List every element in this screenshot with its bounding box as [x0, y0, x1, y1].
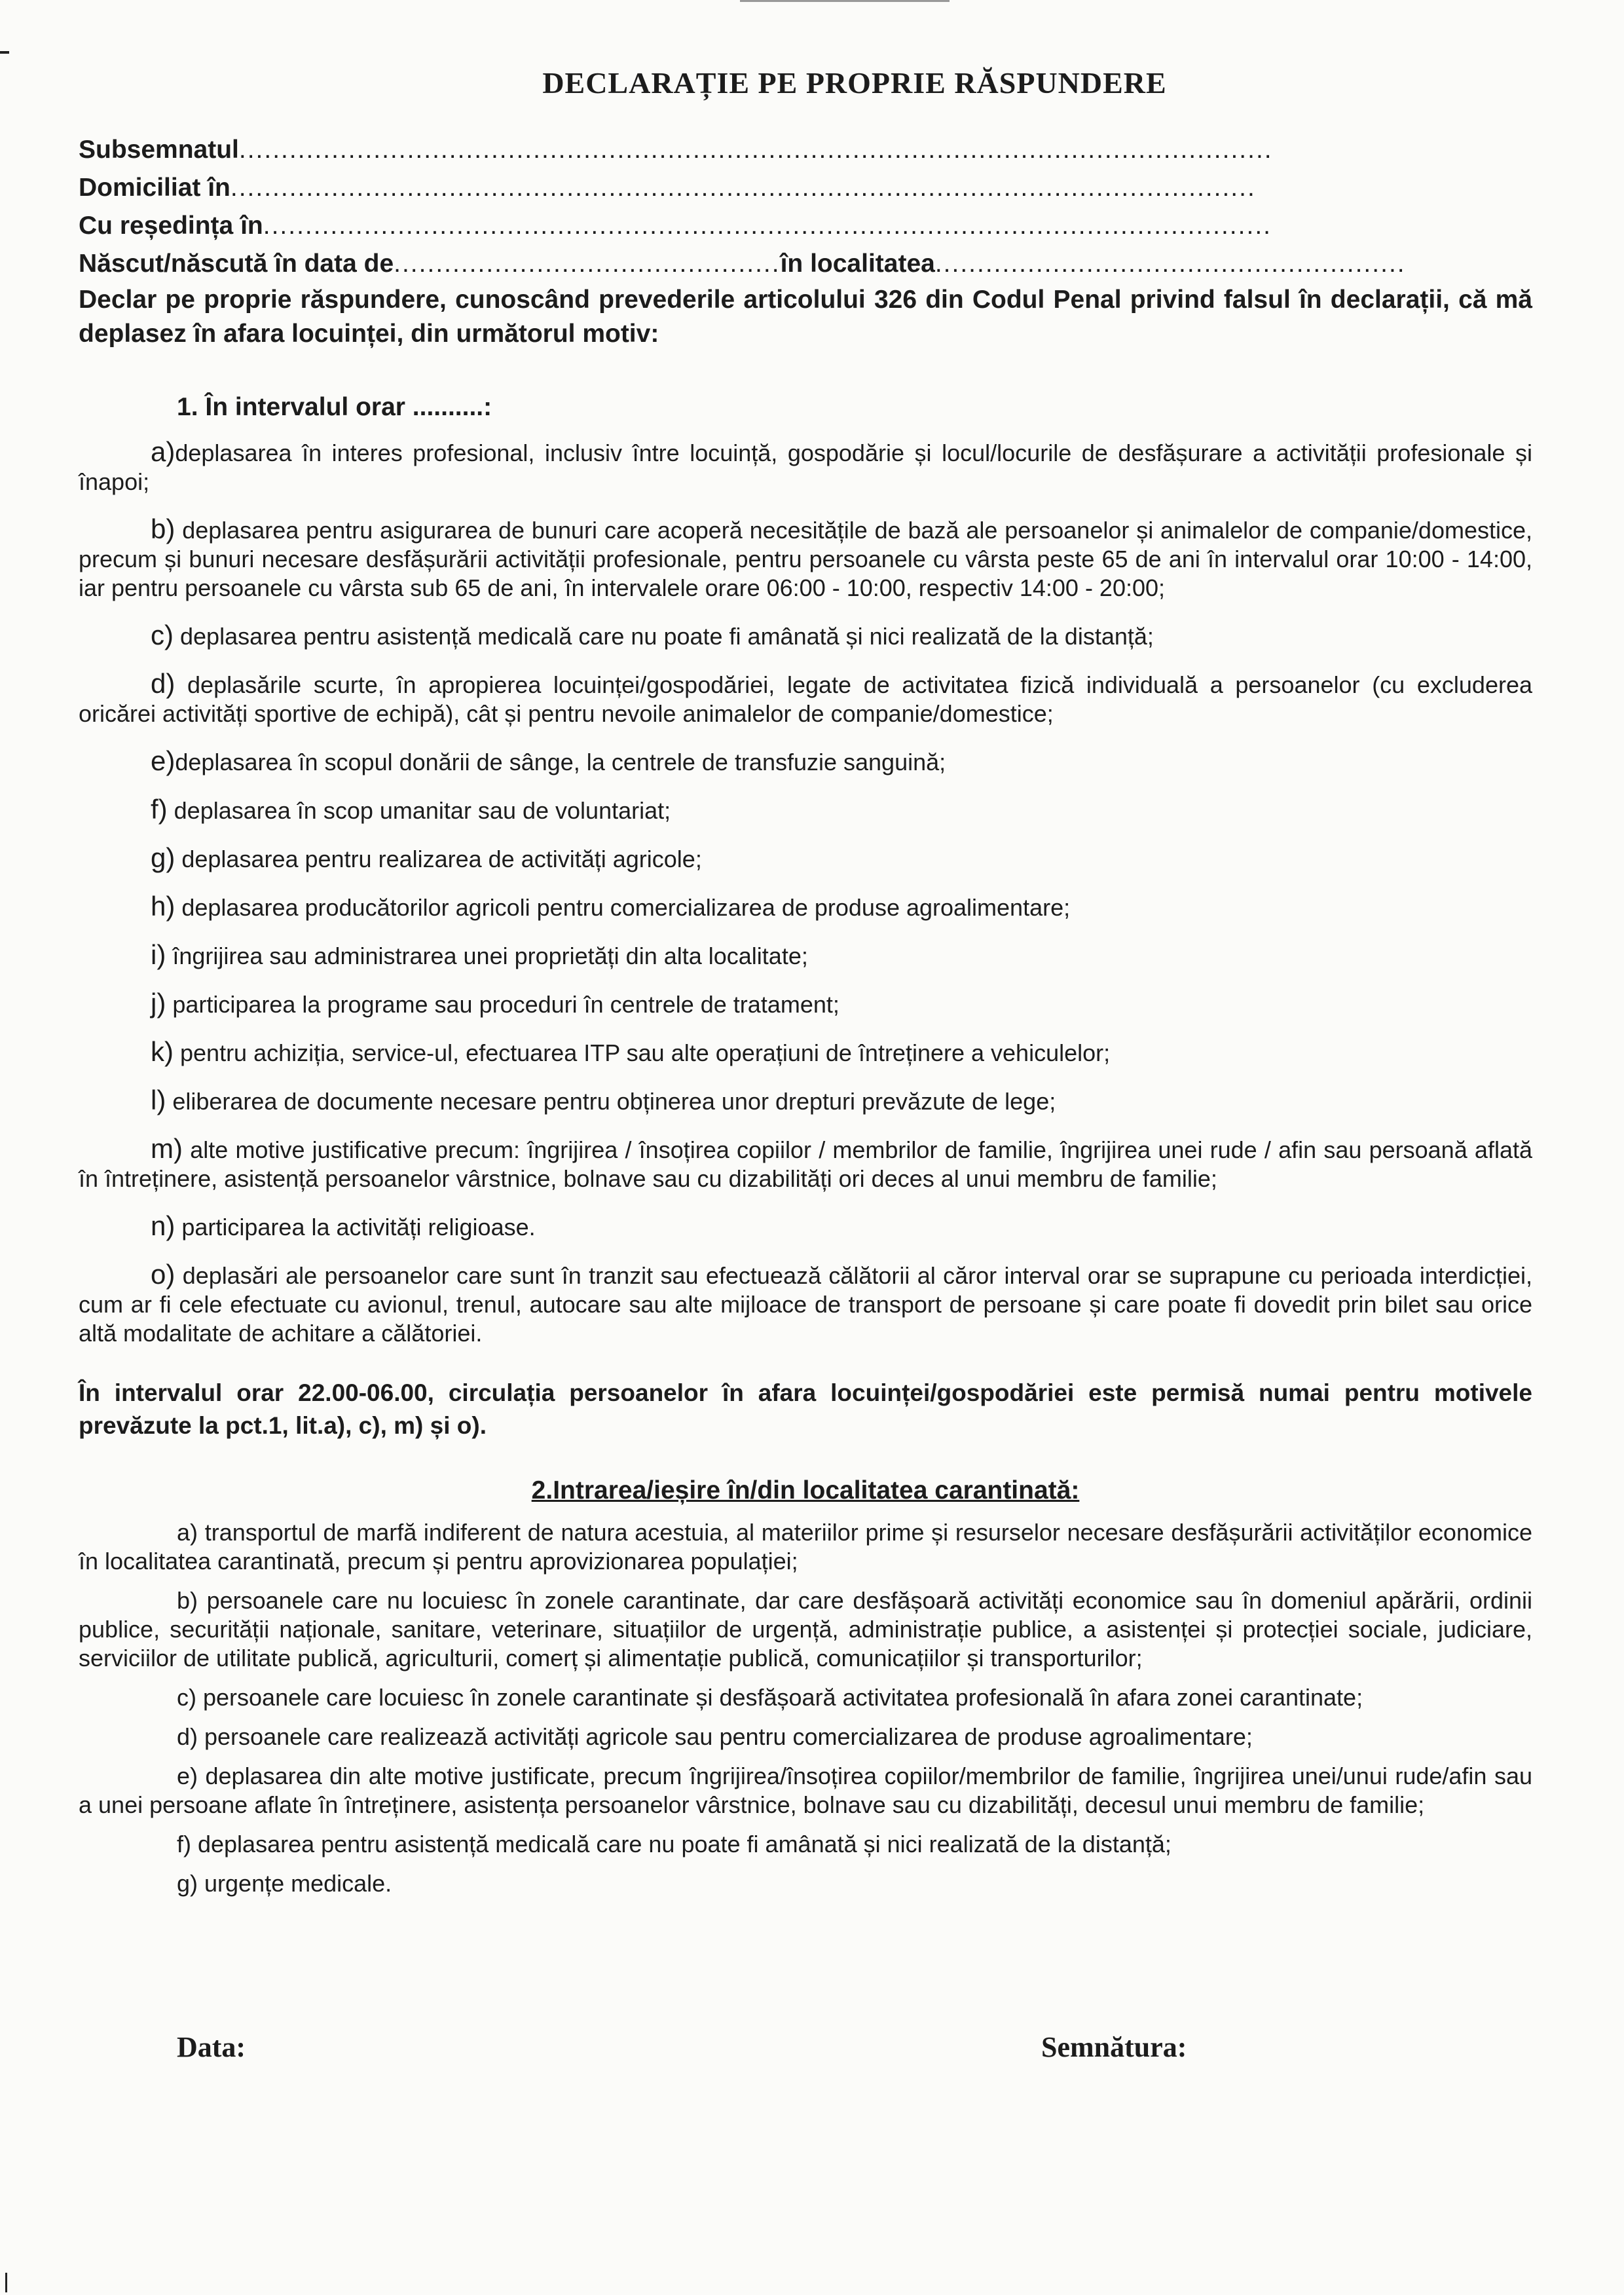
date-label: Data:: [177, 2031, 246, 2063]
list-item: [79, 438, 1532, 496]
field-resedinta: [79, 207, 1532, 245]
list-item: b) persoanele care nu locuiesc în zonele carantinate, dar care desfășoară activități economice sau în domeniul apărării, ordinii publice, securității naționale, sanitare, veterinare, situațiilor de urgență, administrație publice, a asistenței și protecției sociale, judiciare, serviciilor de utilitate publică, agriculturii, comerț și alimentație publică, comunicațiilor și transporturilor;: [79, 1587, 1532, 1671]
field-blank: ..........................................................................................................................: [230, 174, 1256, 202]
list-item: c) persoanele care locuiesc în zonele carantinate și desfășoară activitatea profesională în afara zonei carantinate;: [177, 1684, 1363, 1711]
item-letter: b): [151, 513, 175, 544]
item-text: eliberarea de documente necesare pentru obținerea unor drepturi prevăzute de lege;: [166, 1088, 1056, 1115]
signature-label: Semnătura:: [1041, 2031, 1187, 2063]
scan-edge-mark: [0, 51, 9, 54]
list-item: [79, 1037, 1532, 1068]
declaration-text: Declar pe proprie răspundere, cunoscând prevederile articolului 326 din Codul Penal privind falsul în declarații, că mă deplasez în afara locuinței, din următorul motiv:: [79, 286, 1532, 348]
item-text: pentru achiziția, service-ul, efectuarea ITP sau alte operațiuni de întreținere a vehiculelor;: [174, 1039, 1111, 1066]
item-letter: f): [151, 794, 168, 825]
field-blank: ........................................................: [934, 250, 1406, 278]
item-text: deplasarea în scopul donării de sânge, la centrele de transfuzie sanguină;: [175, 749, 946, 775]
list-item: [79, 844, 1532, 874]
item-letter: h): [151, 891, 175, 922]
scan-edge-mark: [740, 0, 950, 2]
list-item: e) deplasarea din alte motive justificate, precum îngrijirea/însoțirea copiilor/membrilor de familie, îngrijirea unei/unui rude/afin sau a unei persoane aflate în întreținere, asistența persoanelor vârstnice, bolnave sau cu dizabilități, decesul unui membru de familie;: [79, 1763, 1532, 1818]
field-blank: ...........................................................................................................................: [238, 136, 1273, 164]
field-blank: ..............................................: [394, 250, 781, 278]
item-letter: i): [151, 939, 166, 970]
item-text: deplasarea în interes profesional, inclusiv între locuință, gospodărie și locul/locurile de desfășurare a activității profesionale și înapoi;: [79, 439, 1532, 495]
curfew-note: În intervalul orar 22.00-06.00, circulația persoanelor în afara locuinței/gospodăriei este permisă numai pentru motivele prevăzute la pct.1, lit.a), c), m) și o).: [79, 1379, 1532, 1439]
field-blank: ........................................................................................................................: [263, 212, 1272, 240]
item-letter: e): [151, 745, 175, 776]
list-item: [79, 941, 1532, 971]
item-text: participarea la activități religioase.: [175, 1214, 536, 1241]
item-text: deplasarea pentru asistență medicală care nu poate fi amânată și nici realizată de la distanță;: [174, 623, 1154, 650]
item-text: deplasarea pentru realizarea de activități agricole;: [175, 846, 702, 872]
list-item: [79, 669, 1532, 728]
item-letter: k): [151, 1036, 174, 1067]
page-title: DECLARAȚIE PE PROPRIE RĂSPUNDERE: [542, 66, 1167, 100]
field-label: Cu reședința în: [79, 212, 263, 240]
list-item: [79, 747, 1532, 777]
list-item: f) deplasarea pentru asistență medicală care nu poate fi amânată și nici realizată de la distanță;: [177, 1831, 1172, 1857]
list-item: d) persoanele care realizează activități agricole sau pentru comercializarea de produse agroalimentare;: [177, 1723, 1253, 1750]
list-item: [79, 1212, 1532, 1242]
field-nascut: [79, 245, 1532, 283]
item-text: deplasarea producătorilor agricoli pentru comercializarea de produse agroalimentare;: [175, 894, 1071, 921]
item-text: deplasarea în scop umanitar sau de voluntariat;: [167, 797, 671, 824]
item-text: alte motive justificative precum: îngrijirea / însoțirea copiilor / membrilor de familie, îngrijirea unei rude / afin sau persoană aflată în întreținere, asistență persoanelor vârstnice, bolnave sau cu dizabilități ori deces al unui membru de familie;: [79, 1136, 1532, 1192]
section-2-heading: 2.Intrarea/ieșire în/din localitatea carantinată:: [531, 1476, 1080, 1504]
field-domiciliat: [79, 169, 1532, 207]
item-letter: j): [151, 988, 166, 1018]
list-item: [79, 621, 1532, 651]
item-letter: d): [151, 668, 175, 699]
item-text: deplasări ale persoanelor care sunt în tranzit sau efectuează călătorii al căror interval orar se suprapune cu perioada interdicției, cum ar fi cele efectuate cu avionul, trenul, autocare sau alte mijloace de transport de persoane și care poate fi dovedit prin bilet sau orice altă modalitate de achitare a călătoriei.: [79, 1262, 1532, 1347]
item-letter: m): [151, 1133, 183, 1164]
list-item: [79, 892, 1532, 922]
item-letter: a): [151, 436, 175, 467]
list-item: [79, 989, 1532, 1019]
field-subsemnatul: [79, 131, 1532, 169]
list-item: [79, 1086, 1532, 1116]
list-item: [79, 1260, 1532, 1348]
list-item: g) urgențe medicale.: [177, 1870, 392, 1897]
field-label: Subsemnatul: [79, 136, 239, 164]
item-text: participarea la programe sau proceduri în centrele de tratament;: [166, 991, 840, 1018]
item-letter: n): [151, 1210, 175, 1241]
field-label: în localitatea: [780, 250, 935, 278]
list-item: a) transportul de marfă indiferent de natura acestuia, al materiilor prime și resurselor necesare desfășurării activităților economice în localitatea carantinată, precum și pentru aprovizionarea populației;: [79, 1519, 1532, 1575]
field-label: Născut/născută în data de: [79, 250, 394, 278]
scan-edge-mark: [5, 2273, 7, 2292]
item-text: îngrijirea sau administrarea unei proprietăți din alta localitate;: [166, 942, 808, 969]
item-letter: l): [151, 1085, 166, 1115]
section-1-list: [79, 438, 1532, 1348]
list-item: [79, 795, 1532, 825]
section-2-list: [79, 1518, 1532, 1898]
item-text: deplasările scurte, în apropierea locuinței/gospodăriei, legate de activitatea fizică individuală a persoanelor (cu excluderea oricărei activități sportive de echipă), cât și pentru nevoile animalelor de companie/domestice;: [79, 671, 1532, 727]
field-label: Domiciliat în: [79, 174, 231, 202]
list-item: [79, 515, 1532, 603]
list-item: [79, 1134, 1532, 1193]
item-letter: o): [151, 1259, 175, 1290]
item-letter: g): [151, 842, 175, 873]
section-1-heading: 1. În intervalul orar ..........:: [177, 393, 492, 421]
item-letter: c): [151, 620, 174, 650]
document-body: [79, 131, 1532, 1909]
item-text: deplasarea pentru asigurarea de bunuri care acoperă necesitățile de bază ale persoanelor și animalelor de companie/domestice, precum și bunuri necesare desfășurării activității profesionale, pentru persoanele cu vârsta peste 65 de ani în intervalul orar 10:00 - 14:00, iar pentru persoanele cu vârsta sub 65 de ani, în intervalele orare 06:00 - 10:00, respectiv 14:00 - 20:00;: [79, 517, 1532, 601]
